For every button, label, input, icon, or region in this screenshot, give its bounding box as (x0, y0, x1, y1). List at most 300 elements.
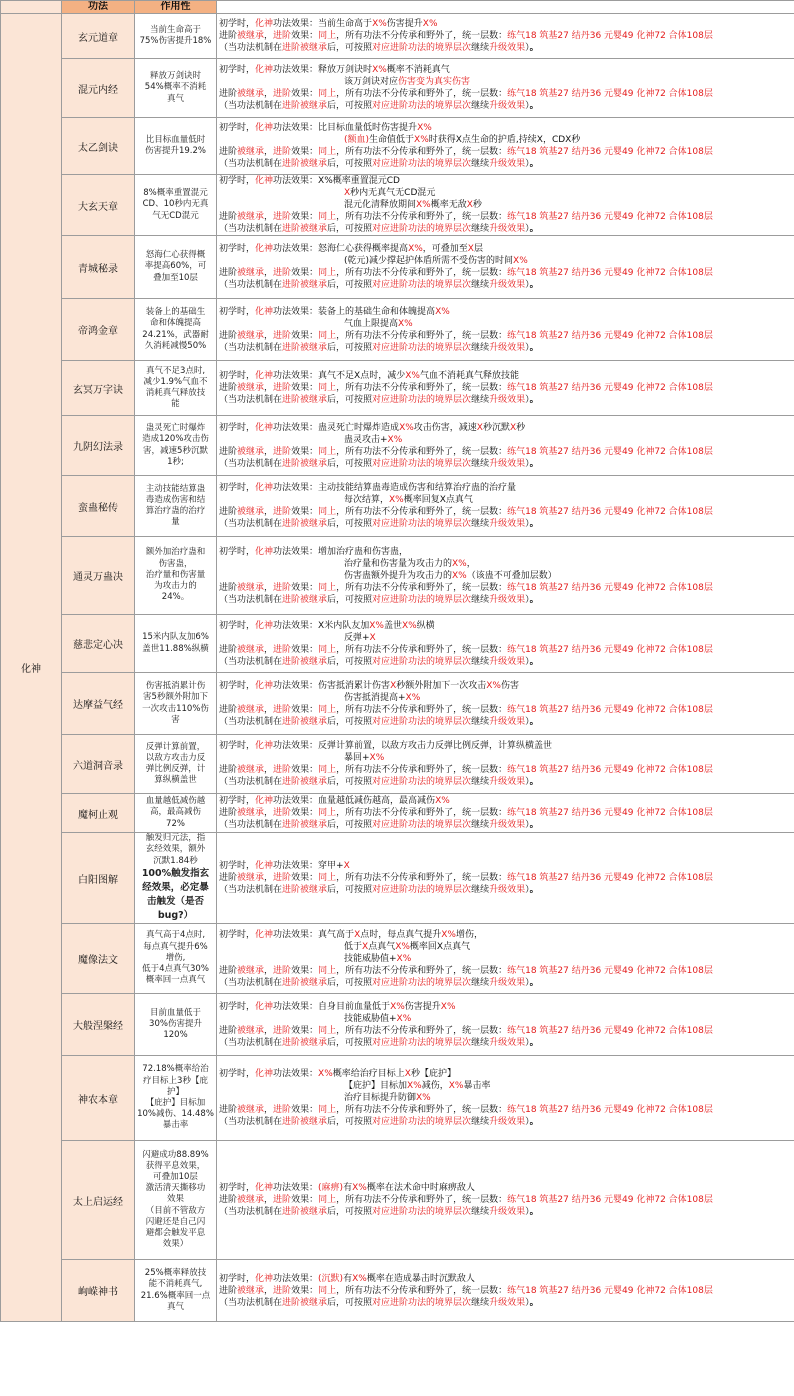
mech-text: 后，可按照 (327, 1297, 373, 1308)
effect-text: 攻击伤害，减速 (413, 422, 477, 433)
method-name: 神农本章 (62, 1056, 135, 1141)
effect-text: X% (352, 1273, 367, 1284)
mech-upgrade: 对应进阶功法的境界层次 (372, 224, 472, 234)
mech-text: （当功法机制在 (219, 101, 283, 111)
mech-text: 后，可按照 (327, 1207, 373, 1217)
mech-inherit: 进阶被继承 (282, 716, 328, 727)
mech-text: ） (525, 159, 530, 169)
learn-prefix: 初学时， (219, 680, 256, 691)
effect-text: X (369, 632, 376, 643)
inherited-tag: 被继承 (237, 383, 265, 393)
levels-text: 练气18 筑基27 结丹36 元婴49 化神72 合体108层 (507, 644, 713, 655)
huashen-tag: 化神 (255, 1069, 274, 1079)
effect-text: X% (448, 1081, 464, 1091)
mech-text: ） (525, 977, 530, 988)
mech-text: 继续 (471, 519, 490, 529)
effect-text: 概率不消耗真气 (386, 65, 450, 75)
effect-text: 蛊灵攻击+ (344, 434, 388, 445)
utility-cell (135, 794, 217, 833)
levels-text: 练气18 筑基27 结丹36 元婴49 化神72 合体108层 (507, 582, 713, 593)
mechanism-line (219, 716, 794, 728)
effect-text: 技能威胁值+ (344, 953, 397, 964)
inherited-tag: 被继承 (237, 704, 265, 715)
learn-effect-label: 功法效果： (273, 1069, 319, 1079)
mech-level: 升级效果 (489, 458, 526, 469)
effect-text: 秒额外附加下一次攻击 (396, 680, 487, 691)
huashen-tag: 化神 (255, 620, 274, 631)
learn-prefix: 初学时， (219, 1183, 256, 1193)
utility-line (137, 909, 214, 923)
mech-text: ） (525, 1037, 530, 1048)
utility-line: 玄经效果，额外 (145, 844, 206, 855)
inherit-effect-label: 效果： (291, 1025, 319, 1036)
utility-line: 54%概率不消耗 (144, 82, 207, 93)
advance-tag: 进阶 (273, 1025, 292, 1036)
utility-line: 低于4点真气30% (142, 964, 209, 975)
inherit-text: ，所有功法不分传承和野外了，统一层数： (336, 212, 508, 222)
effect-text: 装备上的基础生命和体魄提高 (318, 306, 436, 317)
effect-text: 概率回复X点真气 (403, 495, 473, 505)
huashen-tag: 化神 (255, 483, 274, 493)
inherit-effect-label: 效果： (291, 446, 319, 457)
mech-dot: 。 (529, 777, 539, 787)
mech-text: ） (525, 395, 530, 405)
learn-effect-label: 功法效果： (273, 796, 319, 806)
mech-dot: 。 (529, 1037, 539, 1048)
comma: ， (264, 330, 274, 341)
utility-line: 算纵横盖世 (154, 775, 197, 786)
effect-line (219, 255, 794, 267)
mech-dot: 。 (529, 43, 539, 53)
inherited-tag: 被继承 (237, 582, 265, 593)
effect-text: X% (387, 434, 403, 445)
utility-line: 装备上的基础生 (145, 307, 206, 318)
levels-text: 练气18 筑基27 结丹36 元婴49 化神72 合体108层 (507, 873, 713, 883)
effect-text: 暴击率 (463, 1081, 491, 1091)
effect-line (219, 306, 794, 318)
comma: ， (264, 89, 274, 99)
same-tag: 同上 (318, 1285, 337, 1296)
effect-text: X% (396, 1013, 412, 1024)
inherit-effect-label: 效果： (291, 268, 319, 278)
effect-text: X% (405, 692, 421, 703)
learn-prefix: 初学时， (219, 741, 256, 751)
inherit-effect-label: 效果： (291, 1105, 319, 1115)
advance-tag: 进阶 (273, 644, 292, 655)
effect-text: 怒海仁心获得概率提高 (318, 244, 409, 254)
comma: ， (264, 1025, 274, 1036)
levels-text: 练气18 筑基27 结丹36 元婴49 化神72 合体108层 (507, 383, 713, 393)
method-name: 通灵万蛊决 (62, 537, 135, 615)
effect-line (219, 795, 794, 807)
learn-prefix: 初学时， (219, 65, 256, 75)
table-row (1, 118, 794, 175)
effect-text: 点真气 (368, 941, 396, 952)
utility-line: 暴击率 (162, 1120, 189, 1131)
effect-text: X% (435, 306, 450, 317)
learn-effect-label: 功法效果： (273, 620, 319, 631)
same-tag: 同上 (318, 808, 337, 818)
mech-level: 升级效果 (489, 820, 526, 830)
mech-level: 升级效果 (489, 977, 526, 988)
huashen-tag: 化神 (255, 1183, 274, 1193)
utility-cell (135, 118, 217, 175)
method-name: 玄冥万字诀 (62, 361, 135, 416)
inherit-prefix: 进阶 (219, 582, 238, 593)
mech-inherit: 进阶被继承 (282, 1207, 328, 1217)
mech-text: （当功法机制在 (219, 977, 283, 988)
effect-text: (额血) (344, 135, 370, 145)
utility-line: 久消耗减慢50% (144, 340, 207, 351)
mech-text: 后，可按照 (327, 342, 373, 353)
learn-prefix: 初学时， (219, 861, 256, 871)
effect-text: 每次结算， (344, 495, 390, 505)
mech-text: 后，可按照 (327, 594, 373, 605)
mechanism-line (219, 977, 794, 989)
effect-text: 有 (343, 1273, 353, 1284)
mech-text: 后，可按照 (327, 885, 373, 895)
effect-line (219, 318, 794, 330)
effect-text: X% (408, 244, 423, 254)
mech-text: 继续 (471, 224, 490, 234)
mech-text: ） (525, 458, 530, 469)
effect-text: X (476, 422, 483, 433)
inherit-text: ，所有功法不分传承和野外了，统一层数： (336, 147, 508, 157)
utility-line: 24%。 (161, 592, 190, 603)
mechanism-line (219, 100, 794, 112)
effect-line (219, 422, 794, 434)
utility-line: 高，最高减伤 (149, 807, 201, 818)
inherit-line (219, 211, 794, 223)
method-name: 慈悲定心决 (62, 615, 135, 673)
table-row (1, 361, 794, 416)
utility-line: 护】 (166, 1086, 184, 1097)
effect-text: 伤害提升 (404, 1001, 441, 1012)
inherit-prefix: 进阶 (219, 644, 238, 655)
mech-dot: 。 (529, 716, 539, 727)
inherit-line (219, 807, 794, 819)
inherit-text: ，所有功法不分传承和野外了，统一层数： (336, 704, 508, 715)
mech-text: 后，可按照 (327, 777, 373, 787)
effect-text: 当前生命高于 (318, 19, 373, 29)
table-row (1, 14, 794, 59)
utility-line: 目前血量低于 (149, 1007, 201, 1018)
inherit-text: ，所有功法不分传承和野外了，统一层数： (336, 965, 508, 976)
effect-text: 减伤， (421, 1081, 449, 1091)
effect-line (219, 1273, 794, 1285)
mech-level: 升级效果 (489, 1037, 526, 1048)
same-tag: 同上 (318, 383, 337, 393)
header-method: 功法 (62, 1, 135, 14)
same-tag: 同上 (318, 1025, 337, 1036)
levels-text: 练气18 筑基27 结丹36 元婴49 化神72 合体108层 (507, 765, 713, 775)
effect-line (219, 953, 794, 965)
utility-line: 反弹计算前置， (145, 741, 206, 752)
learn-prefix: 初学时， (219, 176, 256, 186)
advance-tag: 进阶 (273, 89, 292, 99)
mech-inherit: 进阶被继承 (282, 1117, 328, 1127)
utility-line: 叠加至10层 (153, 272, 198, 283)
mech-inherit: 进阶被继承 (282, 101, 328, 111)
method-name: 大般涅槃经 (62, 994, 135, 1056)
mech-text: 继续 (471, 159, 490, 169)
effect-line (219, 1080, 794, 1092)
mech-text: 继续 (471, 885, 490, 895)
mech-upgrade: 对应进阶功法的境界层次 (372, 777, 472, 787)
mech-dot: 。 (529, 1117, 539, 1127)
mechanism-line (219, 1116, 794, 1128)
effect-text: X% (372, 19, 387, 29)
utility-line: 血量越低减伤越 (145, 796, 206, 807)
same-tag: 同上 (318, 644, 337, 655)
effect-text: X% (417, 123, 432, 133)
levels-text: 练气18 筑基27 结丹36 元婴49 化神72 合体108层 (507, 704, 713, 715)
mech-inherit: 进阶被继承 (282, 43, 328, 53)
learn-prefix: 初学时， (219, 929, 256, 940)
utility-cell (135, 236, 217, 299)
mech-text: 后，可按照 (327, 1117, 373, 1127)
mech-level: 升级效果 (489, 224, 526, 234)
mech-inherit: 进阶被继承 (282, 519, 328, 529)
mech-level: 升级效果 (489, 885, 526, 895)
mech-text: 继续 (471, 342, 490, 353)
learn-effect-label: 功法效果： (273, 1273, 319, 1284)
table-row (1, 924, 794, 994)
levels-text: 练气18 筑基27 结丹36 元婴49 化神72 合体108层 (507, 965, 713, 976)
mech-text: （当功法机制在 (219, 716, 283, 727)
mech-dot: 。 (529, 280, 539, 290)
comma: ， (264, 704, 274, 715)
mech-upgrade: 对应进阶功法的境界层次 (372, 977, 472, 988)
effect-text: 暴回+ (344, 753, 370, 763)
effect-text: X% (416, 200, 431, 210)
same-tag: 同上 (318, 507, 337, 517)
effect-line (219, 482, 794, 494)
utility-line: 以敌方攻击力反 (145, 752, 206, 763)
mechanism-line (219, 1206, 794, 1218)
effect-text: 概率在法术命中时麻痹敌人 (366, 1183, 475, 1193)
utility-line: 率提高60%，可 (144, 261, 207, 272)
effect-text: X% (435, 796, 450, 806)
learn-effect-label: 功法效果： (273, 176, 319, 186)
effect-text: 伤害蛊额外提升为攻击力的 (344, 570, 453, 581)
mech-text: 后，可按照 (327, 101, 373, 111)
inherit-prefix: 进阶 (219, 383, 238, 393)
mech-text: （当功法机制在 (219, 159, 283, 169)
inherit-line (219, 446, 794, 458)
effect-text: X% (372, 65, 387, 75)
method-name: 太上启运经 (62, 1141, 135, 1260)
utility-cell (135, 299, 217, 361)
mech-dot: 。 (529, 1297, 539, 1308)
mechanism-line (219, 158, 794, 170)
effect-text: X (404, 1069, 411, 1079)
method-name: 帝鸿金章 (62, 299, 135, 361)
advance-tag: 进阶 (273, 147, 292, 157)
effect-text: 治疗目标提升防御 (344, 1093, 417, 1103)
inherit-text: ，所有功法不分传承和野外了，统一层数： (336, 644, 508, 655)
mech-text: 继续 (471, 1117, 490, 1127)
mechanism-line (219, 279, 794, 291)
comma: ， (264, 765, 274, 775)
utility-line: 真气 (166, 93, 184, 104)
effect-text: X (362, 941, 369, 952)
mech-dot: 。 (529, 820, 539, 830)
mech-text: 继续 (471, 977, 490, 988)
table-row (1, 537, 794, 615)
mech-text: 后，可按照 (327, 519, 373, 529)
inherit-effect-label: 效果： (291, 31, 319, 41)
effect-text: X% (422, 19, 438, 29)
learn-effect-label: 功法效果： (273, 19, 319, 29)
inherit-line (219, 382, 794, 394)
inherit-line (219, 146, 794, 158)
effect-line (219, 632, 794, 644)
learn-effect-label: 功法效果： (273, 123, 319, 133)
effect-text: 概率给治疗目标上 (332, 1069, 405, 1079)
mech-dot: 。 (529, 458, 539, 469)
effect-text: X% (513, 256, 528, 266)
mech-inherit: 进阶被继承 (282, 395, 328, 405)
effect-text: X% (352, 1183, 367, 1193)
utility-cell (135, 361, 217, 416)
table-row (1, 735, 794, 794)
mech-level: 升级效果 (489, 280, 526, 290)
effect-cell (217, 175, 794, 236)
utility-line: 弹比例反弹，计 (145, 764, 206, 774)
same-tag: 同上 (318, 268, 337, 278)
inherit-line (219, 1194, 794, 1206)
inherited-tag: 被继承 (237, 808, 265, 818)
same-tag: 同上 (318, 89, 337, 99)
utility-line: 激活清天撕移功 (145, 1183, 206, 1194)
inherit-effect-label: 效果： (291, 1195, 319, 1205)
effect-line (219, 558, 794, 570)
utility-line: 伤害抵消累计伤 (145, 681, 206, 692)
mech-text: 后，可按照 (327, 280, 373, 290)
effect-text: 比目标血量低时伤害提升 (318, 123, 418, 133)
inherit-line (219, 644, 794, 656)
mech-text: 继续 (471, 458, 490, 469)
utility-line: 沉默1.84秒 (153, 855, 198, 866)
inherit-line (219, 88, 794, 100)
inherit-prefix: 进阶 (219, 873, 238, 883)
mech-text: （当功法机制在 (219, 395, 283, 405)
comma: ， (264, 1105, 274, 1115)
comma: ， (264, 808, 274, 818)
effect-text: 气血上限提高 (344, 318, 399, 329)
effect-line (219, 18, 794, 30)
inherit-effect-label: 效果： (291, 1285, 319, 1296)
learn-prefix: 初学时， (219, 1273, 256, 1284)
inherited-tag: 被继承 (237, 31, 265, 41)
utility-line: CD、10秒内无真 (142, 199, 209, 210)
mech-text: 继续 (471, 656, 490, 667)
same-tag: 同上 (318, 582, 337, 593)
inherit-text: ，所有功法不分传承和野外了，统一层数： (336, 808, 508, 818)
effect-text: 秒 (516, 422, 526, 433)
learn-prefix: 初学时， (219, 546, 256, 557)
mech-text: （当功法机制在 (219, 43, 283, 53)
mech-text: 继续 (471, 43, 490, 53)
same-tag: 同上 (318, 873, 337, 883)
advance-tag: 进阶 (273, 965, 292, 976)
mech-level: 升级效果 (489, 1207, 526, 1217)
levels-text: 练气18 筑基27 结丹36 元婴49 化神72 合体108层 (507, 212, 713, 222)
inherit-text: ，所有功法不分传承和野外了，统一层数： (336, 89, 508, 99)
mech-level: 升级效果 (489, 1297, 526, 1308)
utility-line: 治疗量和伤害量 (145, 569, 206, 580)
inherit-prefix: 进阶 (219, 808, 238, 818)
effect-line (219, 494, 794, 506)
effect-text: 秒内无真气无CD混元 (350, 188, 436, 198)
table-row (1, 299, 794, 361)
mech-text: （当功法机制在 (219, 1207, 283, 1217)
effect-text: X% (441, 929, 456, 940)
utility-line: 闪避还是自己闪 (145, 1216, 206, 1227)
inherit-prefix: 进阶 (219, 704, 238, 715)
mech-text: （当功法机制在 (219, 820, 283, 830)
huashen-tag: 化神 (255, 741, 274, 751)
mech-text: ） (525, 1297, 530, 1308)
utility-line: 害 (171, 714, 180, 725)
effect-text: 伤害抵消累计伤害 (318, 680, 391, 691)
mech-text: （当功法机制在 (219, 342, 283, 353)
effect-text: 秒【庇护】 (410, 1069, 456, 1079)
mech-upgrade: 对应进阶功法的境界层次 (372, 885, 472, 895)
inherited-tag: 被继承 (237, 147, 265, 157)
inherit-text: ，所有功法不分传承和野外了，统一层数： (336, 1025, 508, 1036)
inherit-line (219, 330, 794, 342)
mech-dot: 。 (529, 656, 539, 667)
mechanism-line (219, 223, 794, 235)
advance-tag: 进阶 (273, 330, 292, 341)
learn-prefix: 初学时， (219, 483, 256, 493)
effect-text: 真气不足X点时，减少 (318, 371, 406, 381)
effect-cell (217, 14, 794, 59)
mech-level: 升级效果 (489, 159, 526, 169)
effect-cell (217, 615, 794, 673)
table-row (1, 833, 794, 924)
effect-cell (217, 1260, 794, 1322)
learn-effect-label: 功法效果： (273, 306, 319, 317)
table-row (1, 673, 794, 735)
learn-effect-label: 功法效果： (273, 371, 319, 381)
levels-text: 练气18 筑基27 结丹36 元婴49 化神72 合体108层 (507, 446, 713, 457)
inherit-line (219, 267, 794, 279)
learn-effect-label: 功法效果： (273, 861, 319, 871)
same-tag: 同上 (318, 31, 337, 41)
mech-upgrade: 对应进阶功法的境界层次 (372, 1207, 472, 1217)
mech-inherit: 进阶被继承 (282, 977, 328, 988)
effect-line (219, 860, 794, 872)
effect-line (219, 243, 794, 255)
inherit-line (219, 1104, 794, 1116)
levels-text: 练气18 筑基27 结丹36 元婴49 化神72 合体108层 (507, 1025, 713, 1036)
effect-text: X% (414, 135, 429, 145)
effect-text: X (354, 929, 361, 940)
effect-cell (217, 118, 794, 175)
inherit-prefix: 进阶 (219, 31, 238, 41)
mech-dot: 。 (529, 1207, 539, 1217)
mech-text: 继续 (471, 395, 490, 405)
effect-text: 混元化清释放期间 (344, 200, 417, 210)
mechanism-line (219, 819, 794, 831)
mech-upgrade: 对应进阶功法的境界层次 (372, 820, 472, 830)
inherit-prefix: 进阶 (219, 446, 238, 457)
huashen-tag: 化神 (255, 929, 274, 940)
effect-cell (217, 59, 794, 118)
